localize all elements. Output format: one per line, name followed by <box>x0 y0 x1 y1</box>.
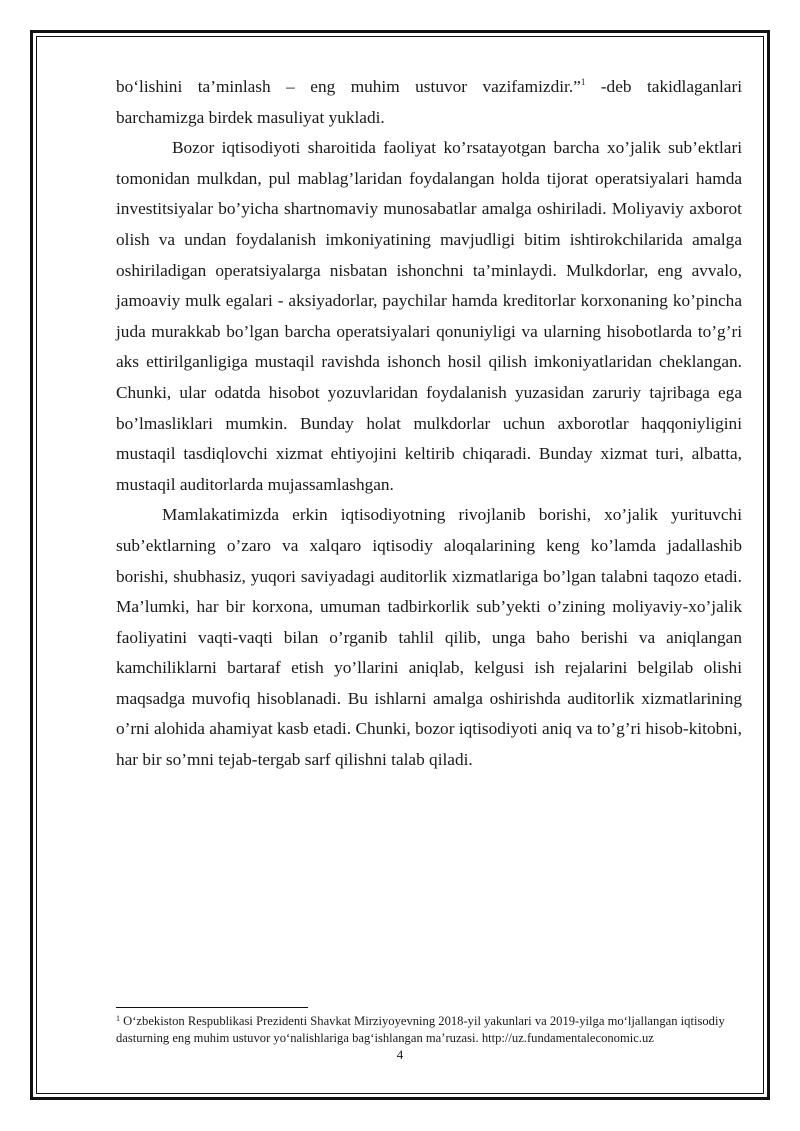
page-number: 4 <box>396 1047 404 1062</box>
paragraph-audit-services: Mamlakatimizda erkin iqtisodiyotning rivojlanib borishi, xo’jalik yurituvchi sub’ektlarning o’zaro va xalqaro iqtisodiy aloqalarining keng ko’lamda jadallashib borishi, shubhasiz, yuqori saviyadagi auditorlik xizmatlariga bo’lgan talabni taqozo etadi. Ma’lumki, har bir korxona, umuman tadbirkorlik sub’yekti o’zining moliyaviy-xo’jalik faoliyatini vaqti-vaqti bilan o’rganib tahlil qilib, unga baho berishi va aniqlangan kamchiliklarni bartaraf etish yo’llarini aniqlab, kelgusi ish rejalarini belgilab olishi maqsadga muvofiq hisoblanadi. Bu ishlarni amalga oshirishda auditorlik xizmatlarining o’rni alohida ahamiyat kasb etadi. Chunki, bozor iqtisodiyoti aniq va to’g’ri hisob-kitobni, har bir so’mni tejab-tergab sarf qilishni talab qiladi. <box>116 505 742 770</box>
footnote-separator <box>116 1007 308 1008</box>
document-body <box>116 72 742 776</box>
footnote-text: O‘zbekiston Respublikasi Prezidenti Shavkat Mirziyoyevning 2018-yil yakunlari va 2019-yilga mo‘ljallangan iqtisodiy dasturning eng muhim ustuvor yo‘nalishlariga bag‘ishlangan ma’ruzasi. http://uz.fundamentaleconomic.uz <box>116 1014 725 1045</box>
paragraph-text: bo‘lishini ta’minlash – eng muhim ustuvor vazifamizdir.” <box>116 77 581 96</box>
footnote <box>116 1013 742 1047</box>
footnote-reference: 1 <box>580 77 586 87</box>
paragraph-text: -deb takidlaganlari barchamizga birdek masuliyat yukladi. <box>116 77 742 127</box>
paragraph-market-economy: Bozor iqtisodiyoti sharoitida faoliyat ko’rsatayotgan barcha xo’jalik sub’ektlari tomonidan mulkdan, pul mablag’laridan foydalangan holda tijorat operatsiyalari hamda investitsiyalar bo’yicha shartnomaviy munosabatlar amalga oshiriladi. Moliyaviy axborot olish va undan foydalanish imkoniyatining mavjudligi bitim ishtirokchilarida amalga oshiriladigan operatsiyalarga nisbatan ishonchni ta’minlaydi. Mulkdorlar, eng avvalo, jamoaviy mulk egalari - aksiyadorlar, paychilar hamda kreditorlar korxonaning ko’pincha juda murakkab bo’lgan barcha operatsiyalari qonuniyligi va ularning hisobotlarda to’g’ri aks ettirilganligiga mustaqil ravishda ishonch hosil qilish imkoniyatlaridan cheklangan. Chunki, ular odatda hisobot yozuvlaridan foydalanish yuzasidan zaruriy tajribaga ega bo’lmasliklari mumkin. Bunday holat mulkdorlar uchun axborotlar haqqoniyligini mustaqil tasdiqlovchi xizmat ehtiyojini keltirib chiqaradi. Bunday xizmat turi, albatta, mustaqil auditorlarda mujassamlashgan. <box>116 138 742 494</box>
paragraph-continuation <box>116 72 742 133</box>
footnote-marker: 1 <box>116 1014 120 1023</box>
